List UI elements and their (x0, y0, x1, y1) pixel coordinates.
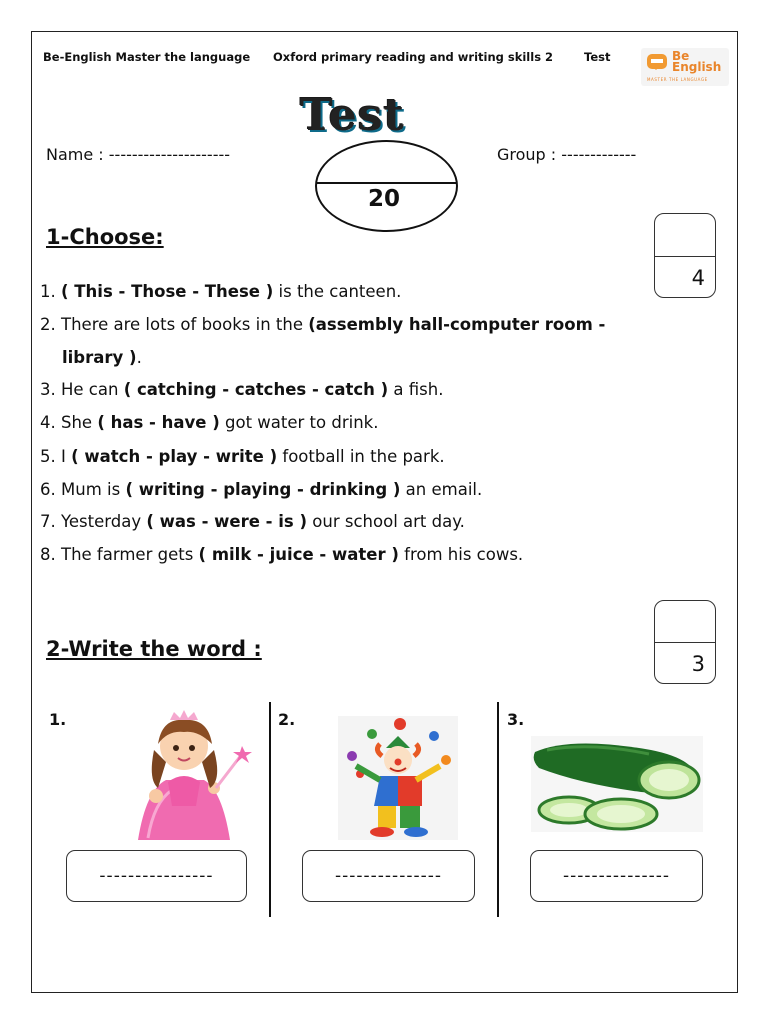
question-row (40, 413, 378, 432)
question-pre: There are lots of books in the (61, 315, 309, 334)
group-field[interactable]: Group : ------------- (497, 145, 637, 164)
cucumber-icon (531, 736, 703, 832)
item-label: 1. (49, 710, 67, 729)
question-pre: I (61, 447, 72, 466)
logo-subtitle: MASTER THE LANGUAGE (647, 77, 708, 82)
question-number: 5. (40, 447, 56, 466)
name-field[interactable]: Name : --------------------- (46, 145, 231, 164)
question-post: football in the park. (277, 447, 445, 466)
question-pre: Yesterday (61, 512, 147, 531)
question-row (40, 480, 482, 499)
question-number: 7. (40, 512, 56, 531)
total-mark: 20 (368, 186, 401, 212)
question-pre: She (61, 413, 98, 432)
header-book: Oxford primary reading and writing skills 2 (273, 50, 554, 64)
chat-bubble-icon (647, 54, 667, 69)
question-choices: library ) (62, 348, 137, 367)
question-choices: ( watch - play - write ) (71, 447, 278, 466)
question-row (62, 348, 142, 367)
section2-mark: 3 (691, 652, 705, 676)
section2-mark-box (654, 600, 716, 684)
question-number: 3. (40, 380, 56, 399)
question-post: a fish. (388, 380, 444, 399)
question-choices: ( milk - juice - water ) (198, 545, 399, 564)
question-number: 6. (40, 480, 56, 499)
question-post: is the canteen. (273, 282, 402, 301)
question-post: our school art day. (307, 512, 465, 531)
answer-box-1[interactable]: ---------------- (66, 850, 247, 902)
answer-box-3[interactable]: --------------- (530, 850, 703, 902)
header-school: Be-English Master the language (43, 50, 251, 64)
mark-box-divider (655, 256, 715, 257)
princess-icon (118, 710, 256, 842)
section1-mark-box (654, 213, 716, 298)
question-pre: The farmer gets (61, 545, 199, 564)
column-divider (269, 702, 271, 917)
question-pre: He can (61, 380, 124, 399)
question-number: 2. (40, 315, 56, 334)
mark-box-divider (655, 642, 715, 643)
answer-box-2[interactable]: --------------- (302, 850, 475, 902)
section1-mark: 4 (691, 266, 705, 290)
question-post: from his cows. (398, 545, 524, 564)
question-row (40, 545, 523, 564)
question-post: . (136, 348, 142, 367)
logo-text: Be English (672, 49, 722, 74)
column-divider (497, 702, 499, 917)
item-label: 3. (507, 710, 525, 729)
question-choices: ( catching - catches - catch ) (123, 380, 389, 399)
question-number: 8. (40, 545, 56, 564)
question-post: an email. (400, 480, 483, 499)
question-post: got water to drink. (219, 413, 379, 432)
question-number: 4. (40, 413, 56, 432)
question-number: 1. (40, 282, 56, 301)
question-choices: ( writing - playing - drinking ) (125, 480, 401, 499)
item-label: 2. (278, 710, 296, 729)
header-kind: Test (584, 50, 611, 64)
question-row (40, 380, 443, 399)
question-choices: (assembly hall-computer room - (308, 315, 606, 334)
question-choices: ( was - were - is ) (146, 512, 308, 531)
question-row (40, 282, 401, 301)
clown-icon (338, 716, 458, 840)
be-english-logo (641, 48, 729, 86)
question-pre: Mum is (61, 480, 126, 499)
page-title: Test (300, 90, 405, 141)
question-row (40, 447, 445, 466)
score-divider (316, 182, 456, 184)
question-row (40, 315, 605, 334)
question-choices: ( has - have ) (97, 413, 220, 432)
question-choices: ( This - Those - These ) (61, 282, 274, 301)
question-row (40, 512, 465, 531)
section2-heading: 2-Write the word : (46, 637, 262, 661)
section1-heading: 1-Choose: (46, 225, 164, 249)
